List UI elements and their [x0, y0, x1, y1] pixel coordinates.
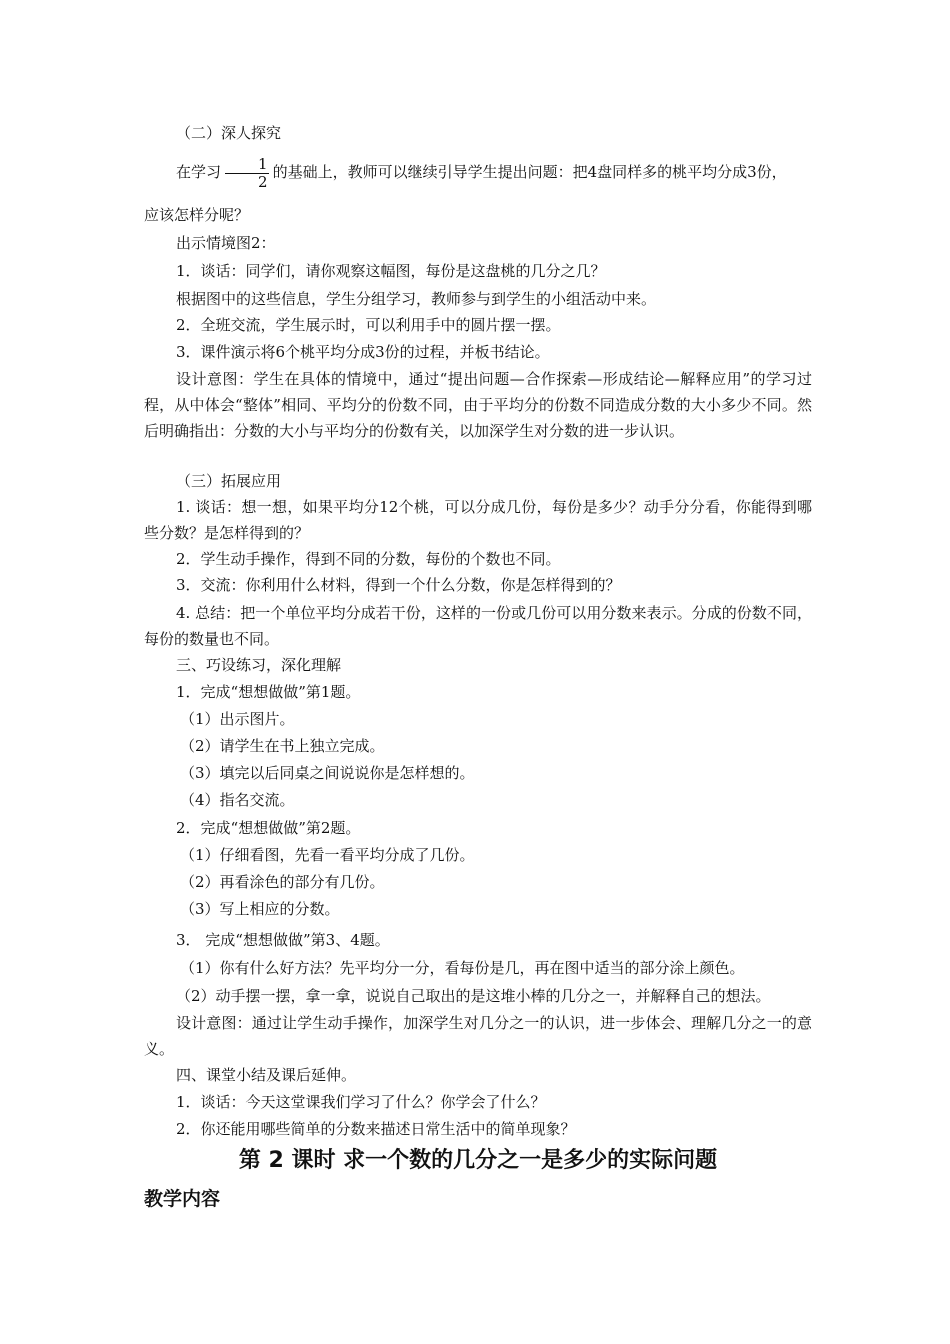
list-item: （2）再看涂色的部分有几份。 — [180, 873, 385, 891]
paragraph-line: 2．学生动手操作，得到不同的分数，每份的个数也不同。 — [176, 550, 561, 568]
section-heading-summary: 四、课堂小结及课后延伸。 — [176, 1066, 357, 1084]
list-item: （1）仔细看图，先看一看平均分成了几份。 — [180, 846, 475, 864]
section-heading-content: 教学内容 — [144, 1188, 221, 1210]
paragraph-line: 2．完成“想想做做”第2题。 — [176, 819, 361, 837]
design-intent-paragraph: 设计意图：学生在具体的情境中，通过“提出问题—合作探索—形成结论—解释应用”的学习过程，从中体会“整体”相同、平均分的份数不同，由于平均分的份数不同造成分数的大小多少不同。然后明确指出：分数的大小与平均分的份数有关，以加深学生对分数的进一步认识。 — [144, 370, 812, 440]
paragraph-line: 4. 总结：把一个单位平均分成若干份，这样的一份或几份可以用分数来表示。分成的份数不同，每份的数量也不同。 — [144, 604, 812, 648]
list-item: （2）动手摆一摆，拿一拿，说说自己取出的是这堆小棒的几分之一，并解释自己的想法。 — [176, 987, 771, 1005]
design-intent-paragraph: 设计意图：通过让学生动手操作，加深学生对几分之一的认识，进一步体会、理解几分之一的意义。 — [144, 1014, 812, 1058]
intro-pre: 在学习 — [176, 163, 222, 181]
fraction-denominator: 2 — [258, 172, 268, 191]
paragraph-line: 2．全班交流，学生展示时，可以利用手中的圆片摆一摆。 — [176, 316, 561, 334]
list-item: （4）指名交流。 — [180, 791, 295, 809]
list-item: （1）你有什么好方法？先平均分一分，看每份是几，再在图中适当的部分涂上颜色。 — [180, 959, 745, 977]
list-item: （2）请学生在书上独立完成。 — [180, 737, 385, 755]
paragraph-line: 1．完成“想想做做”第1题。 — [176, 683, 361, 701]
paragraph-line: 3． 完成“想想做做”第3、4题。 — [176, 931, 390, 949]
lesson-title: 第 2 课时 求一个数的几分之一是多少的实际问题 — [238, 1148, 718, 1173]
paragraph-line: 3．课件演示将6个桃平均分成3份的过程，并板书结论。 — [176, 343, 550, 361]
fraction-numerator: 1 — [225, 156, 269, 174]
paragraph-line: 1. 谈话：想一想，如果平均分12个桃，可以分成几份，每份是多少？动手分分看，你能得到哪些分数？是怎样得到的？ — [144, 498, 812, 542]
section-heading-practice: 三、巧设练习，深化理解 — [176, 656, 342, 674]
intro-post: 的基础上，教师可以继续引导学生提出问题：把4盘同样多的桃平均分成3份， — [272, 163, 787, 181]
paragraph-line: 根据图中的这些信息，学生分组学习，教师参与到学生的小组活动中来。 — [176, 290, 657, 308]
paragraph-line: 1．谈话：今天这堂课我们学习了什么？你学会了什么？ — [176, 1093, 546, 1111]
paragraph-line: 2．你还能用哪些简单的分数来描述日常生活中的简单现象？ — [176, 1120, 576, 1138]
paragraph-intro — [144, 152, 812, 192]
list-item: （3）填完以后同桌之间说说你是怎样想的。 — [180, 764, 475, 782]
subsection-heading-extend: （三）拓展应用 — [176, 472, 282, 490]
fraction-one-half — [225, 156, 269, 191]
subsection-heading-explore: （二）深人探究 — [176, 124, 282, 142]
paragraph-line: 3．交流：你利用什么材料，得到一个什么分数，你是怎样得到的？ — [176, 576, 621, 594]
paragraph-line: 1．谈话：同学们，请你观察这幅图，每份是这盘桃的几分之几？ — [176, 262, 606, 280]
paragraph-line: 出示情境图2： — [176, 234, 276, 252]
list-item: （3）写上相应的分数。 — [180, 900, 340, 918]
paragraph-line: 应该怎样分呢？ — [144, 206, 250, 224]
list-item: （1）出示图片。 — [180, 710, 295, 728]
